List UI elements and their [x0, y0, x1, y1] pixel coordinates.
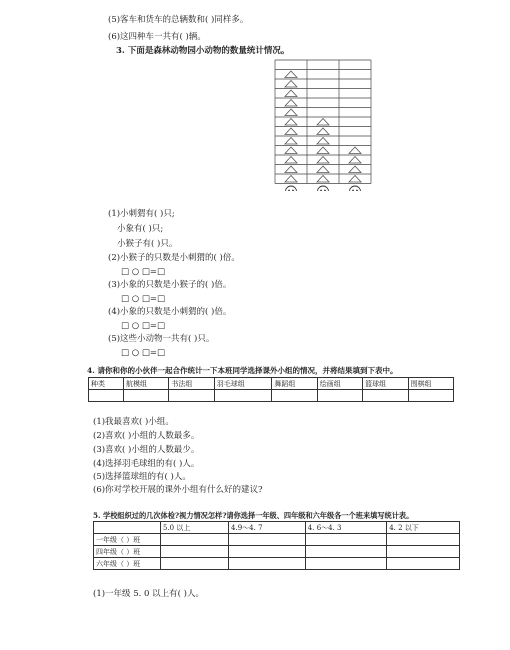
q4-sub-3: (3)喜欢( )小组的人数最少。: [93, 445, 200, 455]
triangle-icon: [317, 157, 329, 164]
triangle-icon: [317, 138, 329, 145]
triangle-icon: [317, 128, 329, 135]
q3-sub-1: (1)小刺猬有( )只;: [108, 209, 175, 219]
q3-sub-1b: 小象有( )只;: [117, 224, 164, 234]
q3-formula-2: □ ○ □=□: [121, 294, 166, 304]
question-line: (5)客车和货车的总辆数和( )同样多。: [108, 15, 249, 25]
triangle-icon: [285, 100, 297, 107]
triangle-icon: [349, 157, 361, 164]
q4-sub-1: (1)我最喜欢( )小组。: [93, 417, 174, 427]
animal-pictograph: [273, 58, 373, 191]
q3-formula-3: □ ○ □=□: [121, 321, 166, 331]
table-header: 种类: [89, 378, 124, 390]
q4-sub-6: (6)你对学校开展的课外小组有什么好的建议?: [93, 485, 263, 495]
triangle-icon: [285, 128, 297, 135]
question-3-title: 3. 下面是森林动物园小动物的数量统计情况。: [116, 46, 290, 56]
table-header: 4. 6～4. 3: [305, 522, 386, 534]
table-header: 4. 2 以下: [387, 522, 460, 534]
table-header: 4.9～4. 7: [229, 522, 306, 534]
row-label: 一年级（ ）班: [94, 534, 161, 546]
q3-sub-4: (4)小象的只数是小刺猬的( )倍。: [108, 307, 232, 317]
table-row: [94, 534, 460, 546]
table-header: [94, 522, 161, 534]
question-4-title: 4. 请你和你的小伙伴一起合作统计一下本班同学选择课外小组的情况，并将结果填到下表中。: [87, 366, 398, 375]
triangle-icon: [285, 147, 297, 154]
question-line: (6)这四种车一共有( )辆。: [108, 32, 206, 42]
q3-formula-4: □ ○ □=□: [121, 348, 166, 358]
triangle-icon: [285, 81, 297, 88]
triangle-icon: [285, 157, 297, 164]
table-row: [89, 390, 454, 402]
triangle-icon: [317, 147, 329, 154]
triangle-icon: [285, 109, 297, 116]
table-header: 围棋组: [408, 378, 453, 390]
q3-sub-3: (3)小象的只数是小猴子的( )倍。: [108, 280, 232, 290]
table-header: 羽毛球组: [214, 378, 272, 390]
q4-sub-2: (2)喜欢( )小组的人数最多。: [93, 431, 200, 441]
triangle-icon: [285, 166, 297, 173]
table-header: 篮球组: [363, 378, 408, 390]
triangle-icon: [349, 147, 361, 154]
triangle-icon: [349, 166, 361, 173]
table-row: [94, 546, 460, 558]
table-header: 绘画组: [317, 378, 362, 390]
triangle-icon: [285, 71, 297, 78]
table-header: 航模组: [124, 378, 169, 390]
elephant-icon: [350, 186, 361, 191]
triangle-icon: [349, 176, 361, 183]
triangle-icon: [317, 166, 329, 173]
table-header: 书法组: [169, 378, 214, 390]
triangle-icon: [285, 176, 297, 183]
q3-sub-1c: 小猴子有( )只。: [117, 239, 178, 249]
table-header: 舞蹈组: [272, 378, 317, 390]
triangle-icon: [317, 119, 329, 126]
monkey-icon: [318, 186, 329, 191]
row-label: 六年级（ ）班: [94, 558, 161, 570]
table-row: [94, 558, 460, 570]
q4-sub-4: (4)选择羽毛球组的有( )人。: [93, 459, 200, 469]
question-5-title: 5. 学校组织过的几次体检?视力情况怎样?请你选择一年级、四年级和六年级各一个班来填写统计表。: [93, 511, 414, 520]
vision-table: [93, 521, 460, 570]
triangle-icon: [317, 176, 329, 183]
hedgehog-icon: [286, 186, 297, 191]
q3-sub-5: (5)这些小动物一共有( )只。: [108, 334, 215, 344]
triangle-icon: [285, 138, 297, 145]
q3-sub-2: (2)小猴子的只数是小刺猬的( )倍。: [108, 253, 240, 263]
triangle-icon: [285, 119, 297, 126]
q4-sub-5: (5)选择篮球组的有( )人。: [93, 472, 191, 482]
q5-sub-1: (1)一年级 5. 0 以上有( )人。: [93, 589, 204, 599]
q3-formula-1: □ ○ □=□: [121, 267, 166, 277]
row-label: 四年级（ ）班: [94, 546, 161, 558]
triangle-icon: [285, 90, 297, 97]
table-header: 5.0 以上: [161, 522, 229, 534]
interest-group-table: [88, 377, 454, 402]
